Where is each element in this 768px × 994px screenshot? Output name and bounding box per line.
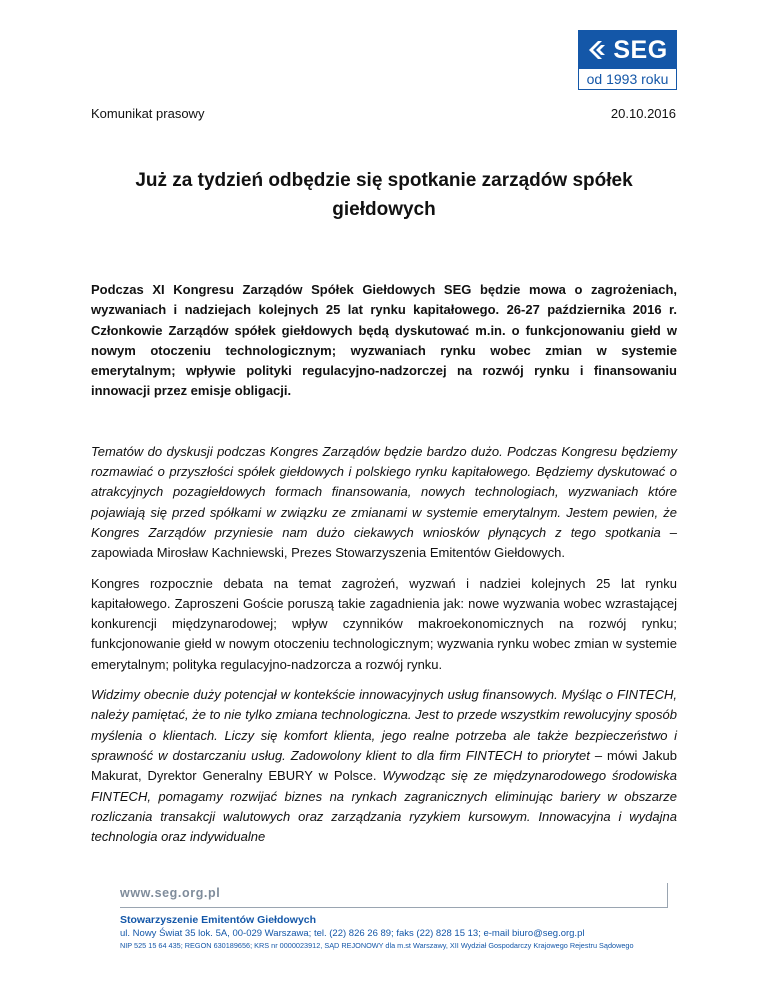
footer-divider: [120, 907, 668, 908]
quote-attribution: zapowiada Mirosław Kachniewski, Prezes Stowarzyszenia Emitentów Giełdowych.: [91, 545, 565, 561]
footer-organization: Stowarzyszenie Emitentów Giełdowych: [120, 914, 317, 926]
footer-registry: NIP 525 15 64 435; REGON 630189656; KRS nr 0000023912, SĄD REJONOWY dla m.st Warszawy, XII Wydział Gospodarczy Krajowego Rejestru Sądowego: [120, 941, 634, 950]
lead-paragraph: Podczas XI Kongresu Zarządów Spółek Giełdowych SEG będzie mowa o zagrożeniach, wyzwaniach i nadziejach kolejnych 25 lat rynku kapitałowego. 26-27 października 2016 r. Członkowie Zarządów spółek giełdowych będą dyskutować m.in. o funkcjonowaniu giełd w nowym otoczeniu technologicznym; wyzwaniach rynku wobec zmian w systemie emerytalnym; wpływie polityki regulacyjno-nadzorczej na rozwój rynku i finansowaniu innowacji przez emisje obligacji.: [91, 282, 677, 399]
logo-subtitle: od 1993 roku: [586, 71, 669, 87]
footer-website-link[interactable]: www.seg.org.pl: [120, 886, 221, 900]
document-type-label: Komunikat prasowy: [91, 106, 205, 121]
quote-attribution: mówi Jakub Makurat, Dyrektor Generalny EBURY w Polsce.: [91, 747, 678, 784]
logo-mark-icon: [587, 39, 609, 61]
footer-address: ul. Nowy Świat 35 lok. 5A, 00-029 Warszawa; tel. (22) 826 26 89; faks (22) 828 15 13; e-mail biuro@seg.org.pl: [120, 928, 585, 939]
footer-divider-tick: [667, 883, 668, 907]
page-footer: [120, 886, 668, 950]
document-date: 20.10.2016: [610, 106, 676, 121]
quote-text: Tematów do dyskusji podczas Kongres Zarządów będzie bardzo dużo. Podczas Kongresu będziemy rozmawiać o przyszłości spółek giełdowych i polskiego rynku kapitałowego. Będziemy dyskutować o atrakcyjnych pozagiełdowych formach finansowania, nowych technologiach, wyzwaniach które pojawiają się przed spółkami w związku ze zmianami w systemie emerytalnym. Jestem pewien, że Kongres Zarządów przyniesie nam dużo ciekawych wniosków płynących z tego spotkania –: [91, 443, 677, 540]
seg-logo: [578, 30, 677, 90]
article-body: [91, 280, 677, 847]
page-title: Już za tydzień odbędzie się spotkanie zarządów spółek giełdowych: [135, 170, 633, 220]
paragraph-congress-topics: Kongres rozpocznie debata na temat zagrożeń, wyzwań i nadziei kolejnych 25 lat rynku kapitałowego. Zaproszeni Goście poruszą takie zagadnienia jak: nowe wyzwania wobec wzrastającej konkurencji międzynarodowej; wpływ czynników makroekonomicznych na rozwój rynku; funkcjonowanie giełd w nowym otoczeniu technologicznym; wyzwania rynku wobec zmian w systemie emerytalnym; polityka regulacyjno-nadzorcza a rozwój rynku.: [91, 575, 677, 672]
paragraph-quote-makurat: [91, 685, 677, 847]
quote-text: Widzimy obecnie duży potencjał w kontekście innowacyjnych usług finansowych. Myśląc o FINTECH, należy pamiętać, że to nie tylko zmiana technologiczna. Jest to przede wszystkim rewolucyjny sposób myślenia o klientach. Liczy się komfort klienta, jego realne potrzeba ale także bezpieczeństwo i sprawność w dostarczaniu usług. Zadowolony klient to dla firm FINTECH to priorytet –: [91, 687, 677, 763]
logo-banner: [579, 31, 676, 69]
logo-name: SEG: [613, 35, 668, 64]
paragraph-quote-kachniewski: [91, 442, 677, 564]
quote-text-continued: Wywodząc się ze międzynarodowego środowiska FINTECH, pomagamy rozwijać biznes na rynkach zagranicznych eliminując bariery w obszarze rozliczania transakcji walutowych oraz zarządzania ryzykiem kursowym. Innowacyjna i wydajna technologia oraz indywidualne: [91, 768, 678, 845]
